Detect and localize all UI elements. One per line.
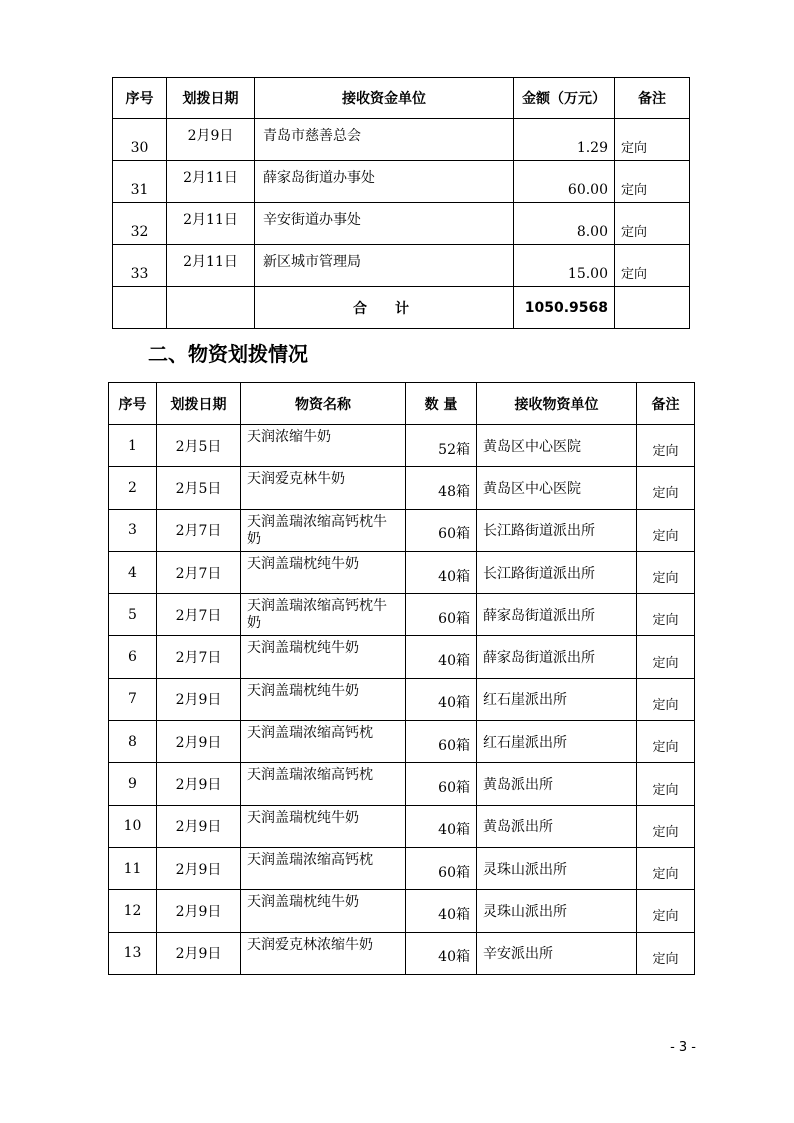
cell-goods-name: 天润盖瑞浓缩高钙枕牛奶 [241,594,406,636]
cell-note: 定向 [615,119,690,161]
cell-note: 定向 [637,890,695,932]
cell-unit: 黄岛区中心医院 [477,425,637,467]
cell-note: 定向 [637,509,695,551]
cell-amount: 15.00 [514,245,615,287]
cell-serial: 8 [109,721,157,763]
cell-quantity: 60箱 [406,509,477,551]
cell-serial: 12 [109,890,157,932]
cell-goods-name: 天润爱克林牛奶 [241,467,406,509]
cell-quantity: 40箱 [406,890,477,932]
cell-quantity: 60箱 [406,594,477,636]
cell-serial: 4 [109,551,157,593]
cell-empty [615,287,690,329]
header-date: 划拨日期 [157,383,241,425]
header-date: 划拨日期 [167,78,255,119]
cell-unit: 红石崖派出所 [477,721,637,763]
table-row [109,551,695,593]
table-row [113,203,690,245]
cell-quantity: 40箱 [406,932,477,974]
cell-date: 2月7日 [157,594,241,636]
funds-allocation-table [112,77,690,329]
header-amount: 金额（万元） [514,78,615,119]
header-serial: 序号 [113,78,167,119]
table-row [109,678,695,720]
cell-date: 2月9日 [157,721,241,763]
cell-date: 2月5日 [157,467,241,509]
header-serial: 序号 [109,383,157,425]
cell-unit: 灵珠山派出所 [477,890,637,932]
cell-quantity: 48箱 [406,467,477,509]
cell-quantity: 40箱 [406,678,477,720]
cell-note: 定向 [637,594,695,636]
cell-note: 定向 [615,245,690,287]
cell-unit: 黄岛派出所 [477,763,637,805]
cell-goods-name: 天润盖瑞浓缩高钙枕 [241,721,406,763]
cell-goods-name: 天润盖瑞浓缩高钙枕牛奶 [241,509,406,551]
table-row [109,890,695,932]
cell-goods-name: 天润浓缩牛奶 [241,425,406,467]
table-row [109,425,695,467]
cell-date: 2月11日 [167,203,255,245]
cell-amount: 1.29 [514,119,615,161]
header-note: 备注 [615,78,690,119]
cell-serial: 2 [109,467,157,509]
cell-goods-name: 天润盖瑞枕纯牛奶 [241,551,406,593]
cell-unit: 青岛市慈善总会 [255,119,514,161]
cell-serial: 31 [113,161,167,203]
page-number: - 3 - [670,1040,696,1055]
header-quantity: 数 量 [406,383,477,425]
header-note: 备注 [637,383,695,425]
cell-quantity: 60箱 [406,721,477,763]
table-row [113,119,690,161]
section-heading: 二、物资划拨情况 [148,342,308,366]
cell-goods-name: 天润盖瑞浓缩高钙枕 [241,847,406,889]
cell-goods-name: 天润盖瑞枕纯牛奶 [241,636,406,678]
table-row [109,932,695,974]
cell-unit: 长江路街道派出所 [477,509,637,551]
cell-serial: 9 [109,763,157,805]
cell-empty [167,287,255,329]
table-row [109,509,695,551]
cell-quantity: 60箱 [406,763,477,805]
total-amount: 1050.9568 [514,287,615,329]
cell-goods-name: 天润盖瑞枕纯牛奶 [241,890,406,932]
cell-unit: 灵珠山派出所 [477,847,637,889]
goods-allocation-table [108,382,695,975]
funds-total-row [113,287,690,329]
cell-date: 2月7日 [157,636,241,678]
table-row [109,594,695,636]
cell-date: 2月5日 [157,425,241,467]
cell-date: 2月11日 [167,161,255,203]
cell-goods-name: 天润盖瑞枕纯牛奶 [241,805,406,847]
cell-note: 定向 [637,763,695,805]
cell-serial: 1 [109,425,157,467]
cell-note: 定向 [637,847,695,889]
cell-note: 定向 [637,467,695,509]
cell-serial: 10 [109,805,157,847]
cell-date: 2月11日 [167,245,255,287]
cell-empty [113,287,167,329]
cell-unit: 黄岛派出所 [477,805,637,847]
cell-quantity: 52箱 [406,425,477,467]
cell-date: 2月7日 [157,551,241,593]
cell-unit: 薛家岛街道派出所 [477,594,637,636]
cell-serial: 30 [113,119,167,161]
cell-note: 定向 [637,932,695,974]
table-row [109,847,695,889]
cell-serial: 13 [109,932,157,974]
cell-unit: 长江路街道派出所 [477,551,637,593]
cell-unit: 辛安派出所 [477,932,637,974]
cell-date: 2月7日 [157,509,241,551]
cell-date: 2月9日 [157,805,241,847]
table-row [109,721,695,763]
cell-serial: 3 [109,509,157,551]
cell-serial: 6 [109,636,157,678]
cell-note: 定向 [637,805,695,847]
cell-date: 2月9日 [157,678,241,720]
table-row [109,636,695,678]
header-goods-name: 物资名称 [241,383,406,425]
table-row [109,467,695,509]
cell-amount: 60.00 [514,161,615,203]
cell-serial: 7 [109,678,157,720]
cell-quantity: 40箱 [406,805,477,847]
cell-serial: 11 [109,847,157,889]
table-row [109,763,695,805]
cell-note: 定向 [637,551,695,593]
cell-note: 定向 [637,425,695,467]
total-label: 合计 [255,287,514,329]
cell-date: 2月9日 [157,847,241,889]
cell-goods-name: 天润盖瑞枕纯牛奶 [241,678,406,720]
cell-unit: 辛安街道办事处 [255,203,514,245]
cell-quantity: 40箱 [406,636,477,678]
table-row [109,805,695,847]
cell-unit: 红石崖派出所 [477,678,637,720]
cell-goods-name: 天润爱克林浓缩牛奶 [241,932,406,974]
table-row [113,245,690,287]
goods-table-header-row [109,383,695,425]
cell-unit: 薛家岛街道派出所 [477,636,637,678]
cell-note: 定向 [637,636,695,678]
cell-date: 2月9日 [157,763,241,805]
cell-note: 定向 [615,161,690,203]
header-receiving-unit: 接收资金单位 [255,78,514,119]
cell-amount: 8.00 [514,203,615,245]
cell-unit: 薛家岛街道办事处 [255,161,514,203]
cell-date: 2月9日 [157,932,241,974]
cell-serial: 32 [113,203,167,245]
cell-serial: 5 [109,594,157,636]
cell-quantity: 40箱 [406,551,477,593]
cell-date: 2月9日 [167,119,255,161]
cell-goods-name: 天润盖瑞浓缩高钙枕 [241,763,406,805]
cell-note: 定向 [637,721,695,763]
cell-unit: 黄岛区中心医院 [477,467,637,509]
cell-note: 定向 [615,203,690,245]
cell-serial: 33 [113,245,167,287]
table-row [113,161,690,203]
header-receiving-unit: 接收物资单位 [477,383,637,425]
cell-quantity: 60箱 [406,847,477,889]
cell-note: 定向 [637,678,695,720]
cell-unit: 新区城市管理局 [255,245,514,287]
cell-date: 2月9日 [157,890,241,932]
funds-table-header-row [113,78,690,119]
